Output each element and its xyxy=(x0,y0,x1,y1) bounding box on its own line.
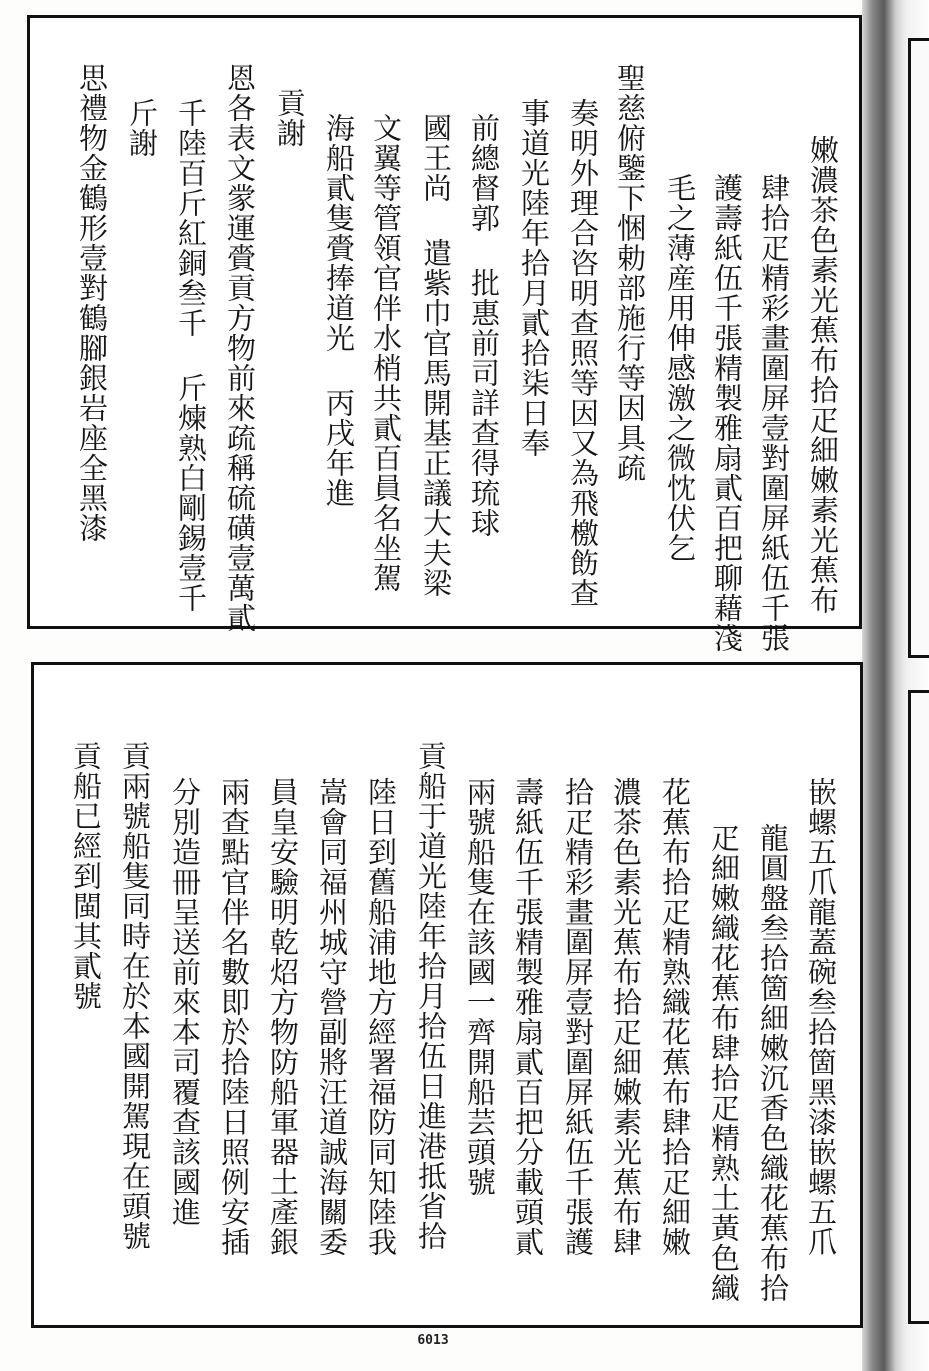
text-column: 員皇安驗明乾炤方物防船軍器土產銀 xyxy=(266,777,300,1257)
text-column: 聖慈俯鑒下悃勅部施行等因具疏 xyxy=(613,63,647,483)
text-column: 龍圓盤叁拾箇細嫩沉香色織花蕉布拾 xyxy=(756,823,790,1303)
text-column: 斤謝 xyxy=(125,98,159,158)
text-column: 兩號船隻在該國一齊開船芸頭號 xyxy=(463,777,497,1197)
text-column: 國王尚 遣紫巾官馬開基正議大夫梁 xyxy=(419,113,453,598)
page-number: 6013 xyxy=(417,1333,449,1348)
facing-page-frame-top xyxy=(908,38,929,658)
text-column: 嵌螺五爪龍蓋碗叁拾箇黑漆嵌螺五爪 xyxy=(804,777,838,1257)
text-column: 濃茶色素光蕉布拾疋細嫩素光蕉布肆 xyxy=(609,777,643,1257)
text-column: 陸日到舊船浦地方經署福防同知陸我 xyxy=(364,777,398,1257)
manuscript-panel-bottom xyxy=(31,662,863,1328)
text-column: 海船貳隻賫捧道光 丙戌年進 xyxy=(322,113,356,508)
text-column: 毛之薄産用伸感激之微忱伏乞 xyxy=(663,173,697,563)
text-column: 奏明外理合咨明查照等因又為飛檄飭查 xyxy=(566,98,600,608)
text-column: 貢兩號船隻同時在於本國開駕現在頭號 xyxy=(118,741,152,1251)
text-column: 疋細嫩織花蕉布肆拾疋精熟土黃色織 xyxy=(707,823,741,1303)
text-column: 恩各表文䝉運賫貢方物前來疏稱硫磺壹萬貳 xyxy=(223,63,257,633)
manuscript-panel-top xyxy=(27,15,862,653)
text-column: 千陸百斤紅銅叁千 斤煉熟白剛錫壹千 xyxy=(174,98,208,613)
facing-page-frame-bottom xyxy=(908,690,929,1324)
text-column: 文翼等管領官伴水梢共貳百員名坐駕 xyxy=(369,113,403,593)
text-column: 分別造冊呈送前來本司覆查該國進 xyxy=(168,777,202,1227)
text-column: 前總督郭 批惠前司詳查得琉球 xyxy=(467,113,501,538)
text-column: 思禮物金鶴形壹對鶴腳銀岩座全黑漆 xyxy=(75,63,109,543)
text-column: 嫩濃茶色素光蕉布拾疋細嫩素光蕉布 xyxy=(806,135,840,615)
text-column: 事道光陸年拾月貳拾柒日奉 xyxy=(517,98,551,458)
text-column: 貢謝 xyxy=(273,88,307,148)
text-column: 嵩會同福州城守營副將汪道誠海關委 xyxy=(315,777,349,1257)
text-column: 壽紙伍千張精製雅扇貳百把分載頭貳 xyxy=(511,777,545,1257)
text-column: 貢船已經到閩其貳號 xyxy=(69,741,103,1011)
text-column: 護壽紙伍千張精製雅扇貳百把聊藉淺 xyxy=(710,173,744,653)
text-column: 花蕉布拾疋精熟織花蕉布肆拾疋細嫩 xyxy=(658,777,692,1257)
text-column: 拾疋精彩畫圍屏壹對圍屏紙伍千張護 xyxy=(561,777,595,1257)
text-column: 肆拾疋精彩畫圍屏壹對圍屏紙伍千張 xyxy=(757,173,791,653)
text-column: 貢船于道光陸年拾月拾伍日進港抵省拾 xyxy=(414,741,448,1251)
text-column: 兩查點官伴名數即於拾陸日照例安插 xyxy=(217,777,251,1257)
